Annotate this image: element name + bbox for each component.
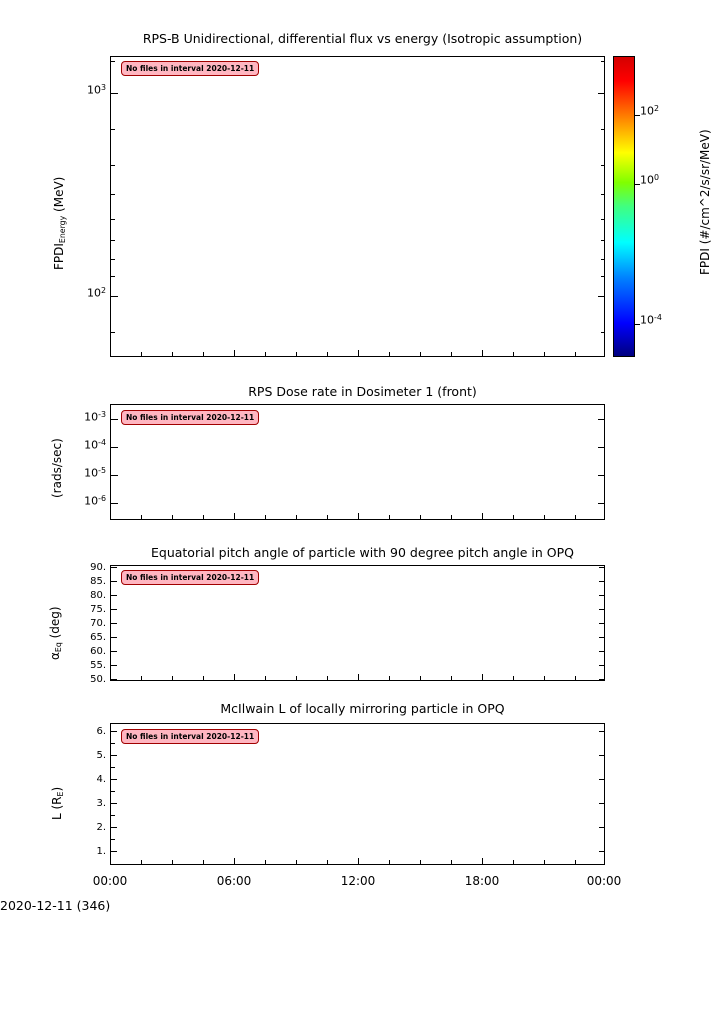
panel-l-ytick-mark <box>599 851 605 852</box>
colorbar-tick-mark <box>635 115 640 116</box>
panel-pitch-ytick-mark <box>599 567 605 568</box>
xtick-label-0000-end: 00:00 <box>586 874 622 888</box>
panel-l-ytick: 2. <box>96 822 106 833</box>
panel-l-xtick <box>513 860 514 865</box>
panel-pitch-xtick <box>482 674 483 681</box>
panel-flux-no-data-badge: No files in interval 2020-12-11 <box>121 61 259 76</box>
panel-flux-xtick <box>544 352 545 357</box>
panel-pitch-ytick-mark <box>599 637 605 638</box>
panel-flux-ytick-minor <box>601 240 605 241</box>
panel-l-ytick-minor <box>111 815 115 816</box>
panel-dose-ylabel: (rads/sec) <box>50 438 64 498</box>
xtick-label-0600: 06:00 <box>216 874 252 888</box>
panel-pitch-xtick <box>575 676 576 681</box>
panel-flux-ytick-minor <box>601 332 605 333</box>
panel-pitch-ytick: 65. <box>90 632 106 643</box>
panel-dose-ytick-mark <box>111 503 118 504</box>
colorbar-tick-1e0: $10^0$ <box>640 173 660 187</box>
panel-dose-xtick <box>358 513 359 520</box>
panel-l-xtick <box>172 860 173 865</box>
panel-pitch-xtick <box>172 676 173 681</box>
xtick-label-1800: 18:00 <box>464 874 500 888</box>
panel-flux-ytick-minor <box>601 61 605 62</box>
panel-pitch-xtick <box>327 676 328 681</box>
panel-flux-xtick <box>358 350 359 357</box>
panel-pitch-xtick <box>420 676 421 681</box>
panel-l-ytick-mark <box>111 755 117 756</box>
panel-dose-ytick-mark <box>598 419 605 420</box>
panel-pitch-xtick <box>389 676 390 681</box>
panel-l-ytick: 3. <box>96 798 106 809</box>
panel-pitch-title: Equatorial pitch angle of particle with 90 degree pitch angle in OPQ <box>150 545 575 560</box>
panel-l-xtick <box>420 860 421 865</box>
panel-pitch-ytick: 75. <box>90 604 106 615</box>
panel-flux-xtick <box>296 352 297 357</box>
panel-pitch-ytick-mark <box>599 665 605 666</box>
colorbar-tick-mark <box>635 324 640 325</box>
panel-l-xtick <box>451 860 452 865</box>
panel-flux-ytick-minor <box>111 165 115 166</box>
panel-dose-xtick <box>544 515 545 520</box>
panel-pitch-xtick <box>604 674 605 681</box>
panel-pitch-ytick-mark <box>111 595 117 596</box>
panel-l-xtick <box>358 858 359 865</box>
panel-dose-ytick-mark <box>598 447 605 448</box>
panel-pitch-ytick: 85. <box>90 576 106 587</box>
panel-flux-xtick <box>234 350 235 357</box>
panel-pitch-ytick-mark <box>111 637 117 638</box>
panel-pitch-xtick <box>513 676 514 681</box>
panel-pitch-xtick <box>358 674 359 681</box>
panel-flux-ylabel: $FPDI_{Energy}$ (MeV) <box>52 176 67 270</box>
panel-pitch-ytick-mark <box>599 651 605 652</box>
panel-flux-xtick <box>420 352 421 357</box>
panel-l-ytick-minor <box>111 767 115 768</box>
panel-l-ytick-mark <box>111 851 117 852</box>
panel-l-ytick-mark <box>111 803 117 804</box>
panel-flux-xtick <box>265 352 266 357</box>
panel-l-xtick <box>203 860 204 865</box>
panel-pitch-ytick: 50. <box>90 674 106 685</box>
panel-pitch-ytick-mark <box>111 609 117 610</box>
panel-l-xtick <box>234 858 235 865</box>
panel-flux-ytick-minor <box>111 61 115 62</box>
panel-flux-ytick-minor <box>601 129 605 130</box>
panel-l-xtick <box>482 858 483 865</box>
panel-flux-ytick-minor <box>601 259 605 260</box>
panel-pitch-ytick-mark <box>111 665 117 666</box>
panel-l-ytick-mark <box>599 755 605 756</box>
panel-l-title: McIlwain L of locally mirroring particle in OPQ <box>220 701 505 716</box>
panel-pitch-no-data-badge: No files in interval 2020-12-11 <box>121 570 259 585</box>
panel-flux-xtick <box>141 352 142 357</box>
panel-pitch-xtick <box>203 676 204 681</box>
panel-l-xtick <box>604 858 605 865</box>
panel-l-ytick-minor <box>111 791 115 792</box>
panel-flux-ytick-100: $10^2$ <box>86 286 106 300</box>
panel-dose-xtick <box>296 515 297 520</box>
panel-flux-xtick <box>482 350 483 357</box>
panel-pitch-ytick: 80. <box>90 590 106 601</box>
panel-pitch-ytick-mark <box>111 623 117 624</box>
panel-pitch-ylabel: $\alpha_{Eq}$ (deg) <box>48 606 63 660</box>
panel-l-no-data-badge: No files in interval 2020-12-11 <box>121 729 259 744</box>
panel-flux-ytick-minor <box>601 219 605 220</box>
panel-flux-ytick-mark <box>598 93 605 94</box>
panel-l-xtick <box>544 860 545 865</box>
panel-flux-xtick <box>172 352 173 357</box>
panel-dose-xtick <box>327 515 328 520</box>
panel-l-xtick <box>575 860 576 865</box>
panel-dose-xtick <box>265 515 266 520</box>
panel-dose-xtick <box>604 513 605 520</box>
panel-pitch-xtick <box>110 674 111 681</box>
panel-flux-ytick-mark <box>111 93 118 94</box>
panel-dose-ytick-mark <box>598 503 605 504</box>
panel-dose-xtick <box>575 515 576 520</box>
panel-l-ytick-minor <box>111 743 115 744</box>
panel-l-axes <box>110 723 605 865</box>
panel-flux-ytick-minor <box>111 259 115 260</box>
panel-l-xtick <box>110 858 111 865</box>
panel-flux-xtick <box>451 352 452 357</box>
panel-dose-ytick-mark <box>111 447 118 448</box>
panel-flux-xtick <box>513 352 514 357</box>
panel-flux-xtick <box>604 350 605 357</box>
panel-l-xtick <box>141 860 142 865</box>
panel-dose-no-data-badge: No files in interval 2020-12-11 <box>121 410 259 425</box>
panel-pitch-xtick <box>296 676 297 681</box>
panel-dose-xtick <box>203 515 204 520</box>
panel-flux-xtick <box>389 352 390 357</box>
panel-l-ytick-mark <box>599 827 605 828</box>
panel-pitch-ytick: 90. <box>90 562 106 573</box>
panel-l-ytick-mark <box>111 731 117 732</box>
colorbar <box>613 56 635 357</box>
panel-dose-ytick-mark <box>111 419 118 420</box>
panel-flux-ytick-mark <box>598 296 605 297</box>
panel-dose-title: RPS Dose rate in Dosimeter 1 (front) <box>248 384 477 399</box>
panel-dose-xtick <box>141 515 142 520</box>
panel-dose-xtick <box>420 515 421 520</box>
panel-pitch-ytick-mark <box>111 567 117 568</box>
panel-dose-xtick <box>234 513 235 520</box>
panel-l-xtick <box>296 860 297 865</box>
panel-flux-ytick-minor <box>111 332 115 333</box>
panel-pitch-xtick <box>234 674 235 681</box>
panel-l-ytick: 6. <box>96 726 106 737</box>
panel-dose-ytick-1e-6: $10^{-6}$ <box>84 494 106 508</box>
panel-flux-ytick-mark <box>111 296 118 297</box>
panel-l-xtick <box>327 860 328 865</box>
colorbar-tick-mark <box>635 184 640 185</box>
panel-l-ytick-mark <box>111 779 117 780</box>
panel-flux-ytick-minor <box>111 219 115 220</box>
panel-dose-xtick <box>482 513 483 520</box>
panel-pitch-xtick <box>451 676 452 681</box>
panel-flux-ytick-minor <box>111 129 115 130</box>
panel-l-ytick-mark <box>599 779 605 780</box>
panel-dose-xtick <box>110 513 111 520</box>
panel-l-ytick-minor <box>111 839 115 840</box>
panel-dose-ytick-1e-3: $10^{-3}$ <box>84 410 106 424</box>
panel-flux-xtick <box>327 352 328 357</box>
panel-flux-xtick <box>203 352 204 357</box>
panel-flux-ytick-minor <box>601 165 605 166</box>
panel-l-xtick <box>265 860 266 865</box>
panel-l-xtick <box>389 860 390 865</box>
panel-dose-xtick <box>389 515 390 520</box>
colorbar-tick-1e-4: $10^{-4}$ <box>640 313 662 327</box>
panel-pitch-ytick-mark <box>599 609 605 610</box>
panel-l-ytick-mark <box>599 803 605 804</box>
panel-l-ytick-mark <box>599 731 605 732</box>
panel-dose-ytick-mark <box>598 475 605 476</box>
panel-pitch-ytick: 70. <box>90 618 106 629</box>
panel-pitch-ytick-mark <box>599 595 605 596</box>
panel-dose-ytick-1e-4: $10^{-4}$ <box>84 438 106 452</box>
panel-pitch-ytick-mark <box>599 581 605 582</box>
panel-flux-ytick-minor <box>111 276 115 277</box>
panel-flux-axes <box>110 56 605 357</box>
panel-dose-xtick <box>513 515 514 520</box>
panel-flux-xtick <box>575 352 576 357</box>
xtick-label-1200: 12:00 <box>340 874 376 888</box>
panel-flux-ytick-minor <box>111 240 115 241</box>
panel-flux-ytick-minor <box>111 194 115 195</box>
panel-flux-ytick-1000: $10^3$ <box>86 83 106 97</box>
panel-pitch-xtick <box>544 676 545 681</box>
panel-pitch-xtick <box>141 676 142 681</box>
panel-pitch-ytick-mark <box>111 651 117 652</box>
panel-l-ytick: 5. <box>96 750 106 761</box>
panel-dose-ytick-1e-5: $10^{-5}$ <box>84 466 106 480</box>
panel-pitch-ytick: 55. <box>90 660 106 671</box>
panel-pitch-ytick-mark <box>599 623 605 624</box>
panel-l-ylabel: L $(R_E)$ <box>50 786 65 820</box>
panel-pitch-ytick-mark <box>111 679 117 680</box>
panel-l-ytick-mark <box>111 827 117 828</box>
panel-flux-xtick <box>110 350 111 357</box>
panel-pitch-ytick-mark <box>111 581 117 582</box>
panel-dose-xtick <box>451 515 452 520</box>
panel-pitch-xtick <box>265 676 266 681</box>
panel-l-ytick: 1. <box>96 846 106 857</box>
panel-pitch-ytick: 60. <box>90 646 106 657</box>
panel-dose-xtick <box>172 515 173 520</box>
panel-flux-title: RPS-B Unidirectional, differential flux vs energy (Isotropic assumption) <box>142 31 583 46</box>
panel-l-ytick: 4. <box>96 774 106 785</box>
colorbar-label: FPDI (#/cm^2/s/sr/MeV) <box>698 129 712 275</box>
panel-dose-ytick-mark <box>111 475 118 476</box>
colorbar-tick-1e2: $10^2$ <box>640 104 660 118</box>
panel-flux-ytick-minor <box>601 194 605 195</box>
xtick-label-0000-start: 00:00 <box>92 874 128 888</box>
panel-flux-ytick-minor <box>601 276 605 277</box>
